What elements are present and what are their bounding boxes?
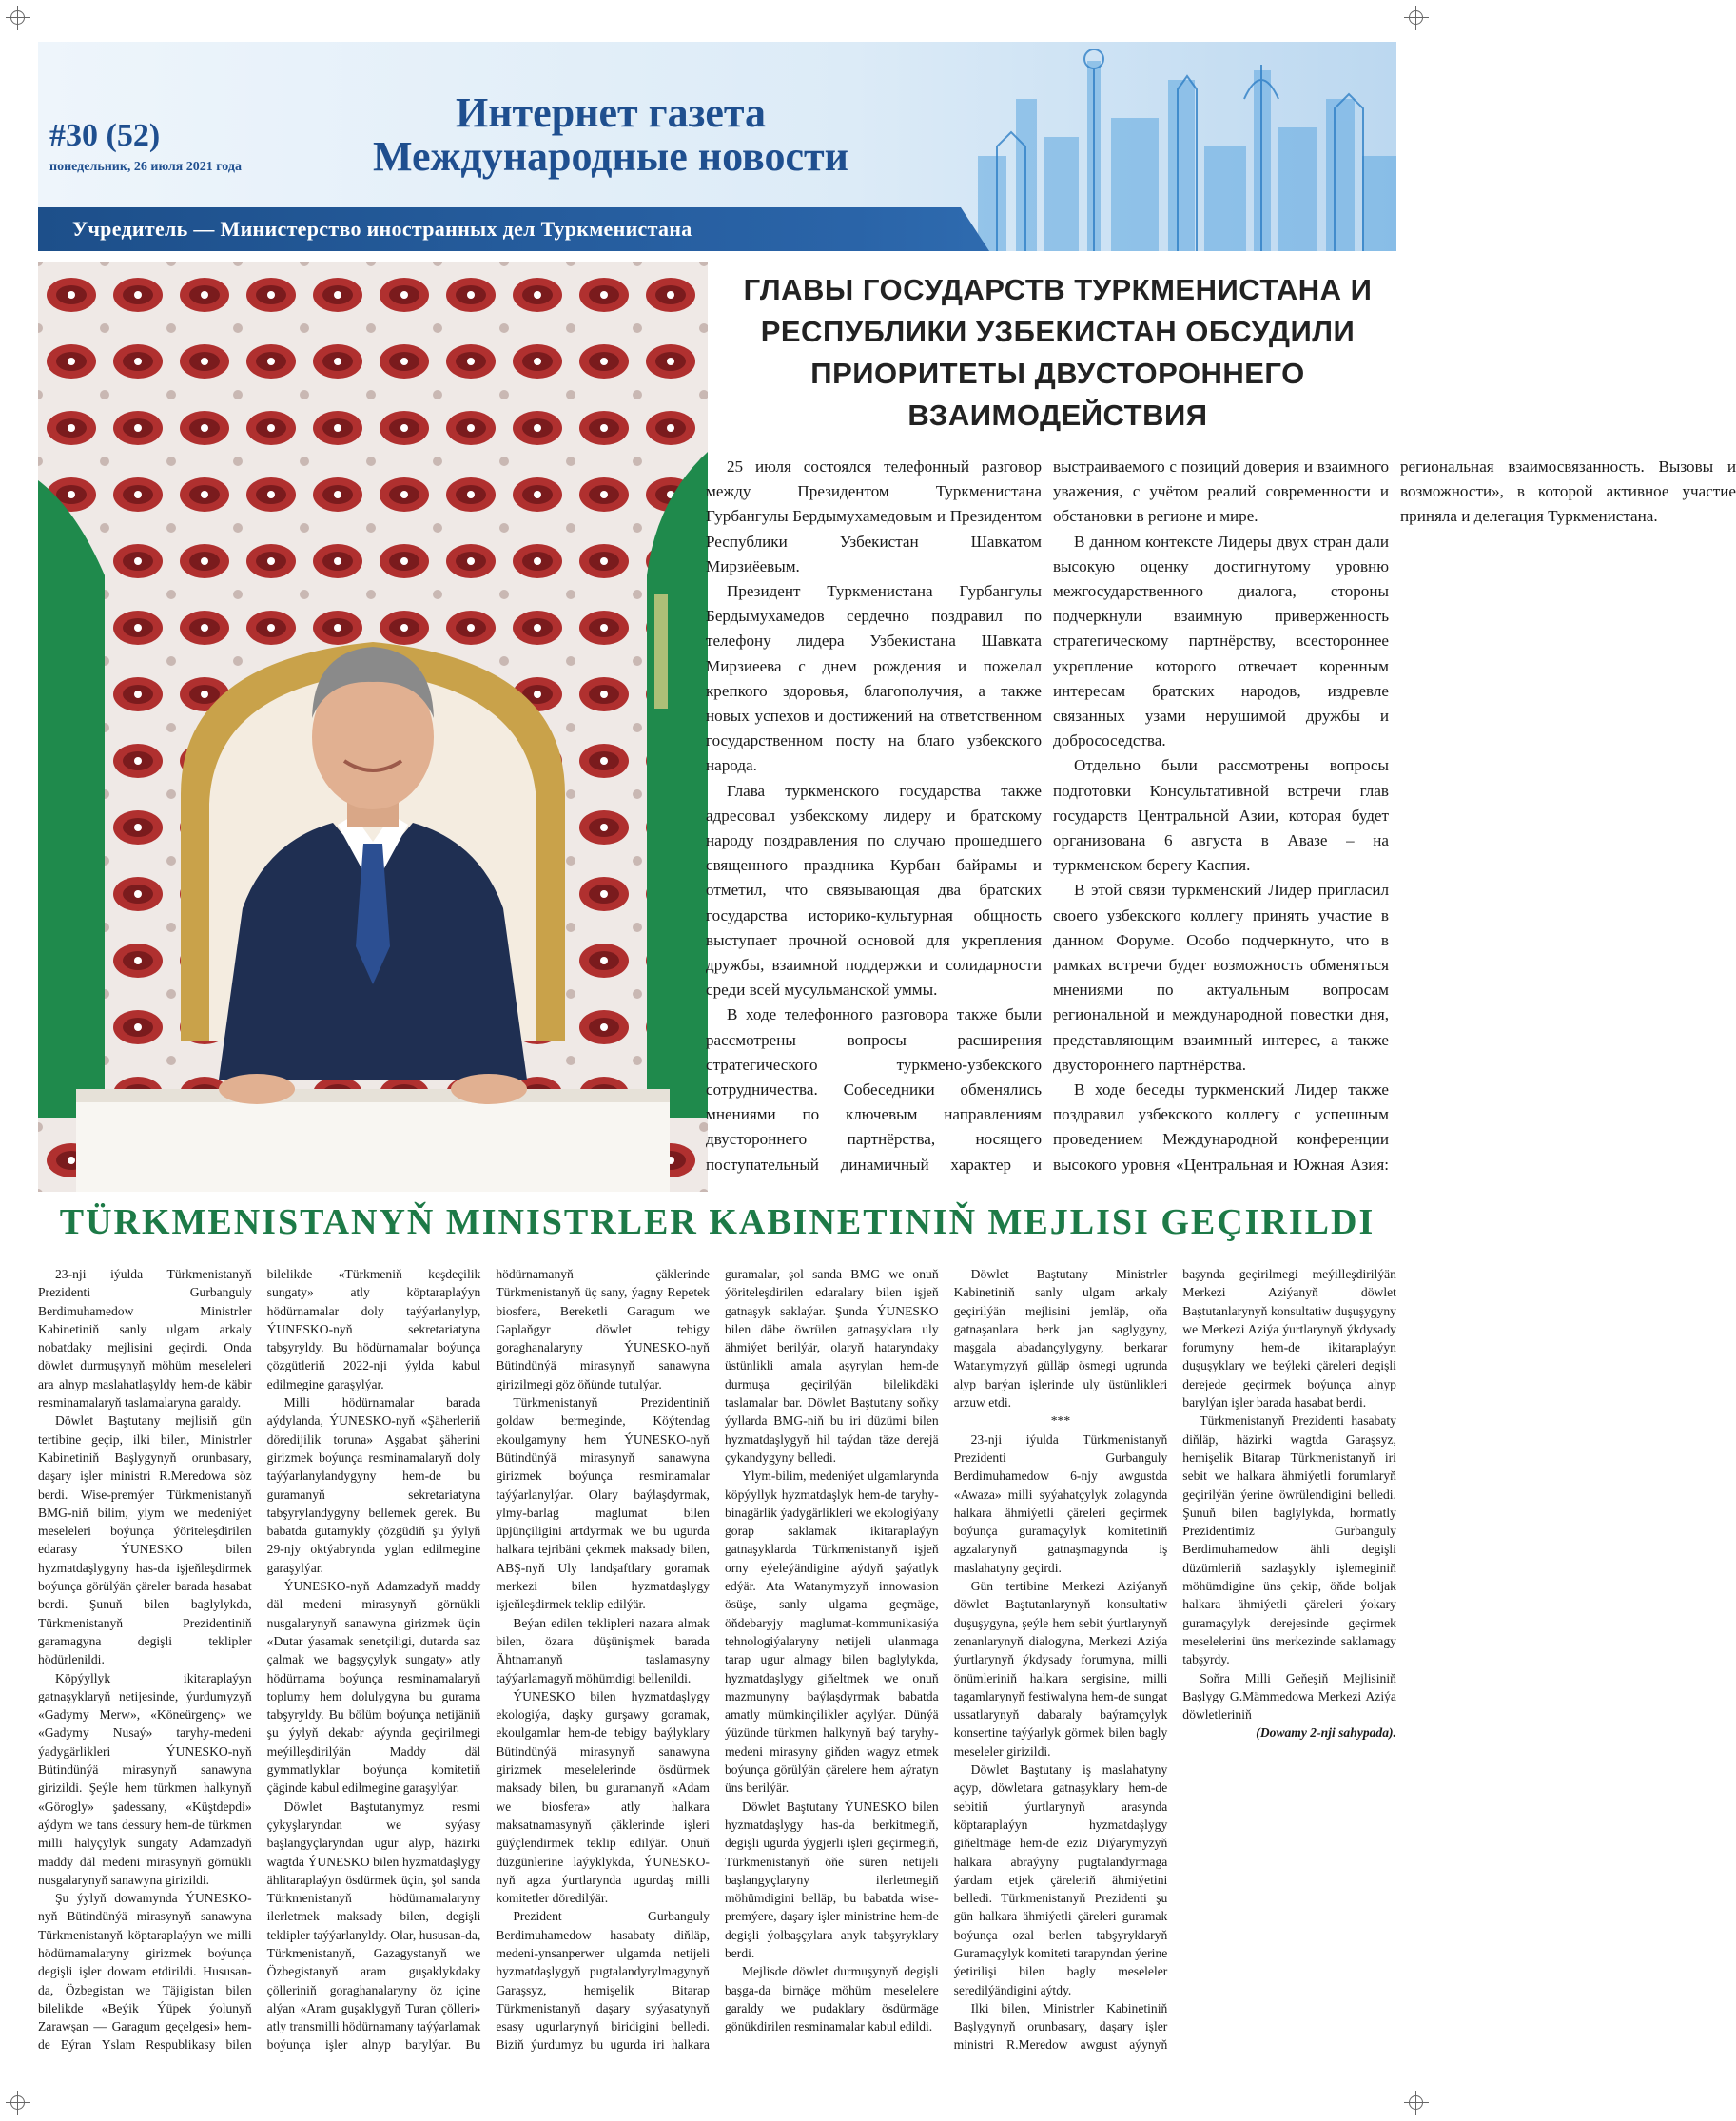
article-paragraph: Ilki bilen, Ministrler Kabinetiniň Başlygynyň orunbasary, daşary işler ministri R.Meredow awgust aýynyň başynda geçirilmegi meýilleşdirilýän Merkezi Aziýanyň döwlet Baştutanlarynyň konsultatiw duşuşygyny we Merkezi Aziýa ýurtlarynyň ýkdysady forumyny hem-de ikitaraplaýyn duşuşyklary we beýleki çäreleri degişli derejede geçirmek boýunça alnyp barylýan işler barada hasabat berdi.	[953, 1267, 1396, 2053]
article-heading-tk: TÜRKMENISTANYŇ MINISTRLER KABINETINIŇ MEJLISI GEÇIRILDI	[59, 1202, 1375, 1242]
city-skyline-illustration	[959, 42, 1396, 251]
article-paragraph: Döwlet Baştutany mejlisiň gün tertibine geçip, ilki bilen, Ministrler Kabinetiniň Başlygynyň orunbasary, daşary işler ministri R.Meredowa söz berdi. Wise-premýer Türkmenistanyň BMG-niň bilim, ylym we medeniýet meseleleri boýunça ýöriteleşdirilen edarasy ÝUNESKO bilen hyzmatdaşlygyny has-da işjeňleşdirmek boýunça görülýän çäreler barada hasabat berdi. Şunuň bilen baglylykda, Türkmenistanyň Prezidentiniň garamagyna degişli teklipler hödürlenildi.	[38, 1413, 252, 1667]
issue-date: понедельник, 26 июля 2021 года	[49, 160, 242, 174]
article-paragraph: Türkmenistanyň Prezidentiniň goldaw bermeginde, Köýtendag ekoulgamyny hem ÝUNESKO-nyň Bütindünýä mirasynyň sanawyna girizmek boýunça resminamalar taýýarlanylýar. Olary baýlaşdyrmak, ylmy-barlag maglumat bilen üpjünçiligini artdyrmak we bu ugurda halkara tejribäni çekmek maksady bilen, ABŞ-nyň Uly landşaftlary goramak merkezi bilen hyzmatdaşlygy işjeňleşdirmek teklip edilýär.	[496, 1395, 710, 1612]
article-paragraph: Soňra Milli Geňeşiň Mejlisiniň Başlygy G.Mämmedowa Merkezi Aziýa döwletleriniň	[1182, 1670, 1396, 1722]
crop-mark-bottom-left	[6, 2091, 30, 2115]
crop-mark-bottom-right	[1404, 2091, 1429, 2115]
article-paragraph: В ходе телефонного разговора также были рассмотрены вопросы расширения стратегического туркмено-узбекского сотрудничества. Собеседники обменялись мнениями по ключевым направлениям двустороннего партнёрства, носящего поступательный динамичный характер и выстраиваемого с позиций доверия и взаимного уважения, с учётом реалий современности и обстановки в регионе и мире.	[706, 457, 1389, 1174]
issue-number: #30 (52)	[49, 118, 161, 153]
article-paragraph: Köpýyllyk ikitaraplaýyn gatnaşyklaryň netijesinde, ýurdumyzyň «Gadymy Merw», «Köneürgenç» we «Gadymy Nusaý» taryhy-medeni ýadygärlikleri ÝUNESKO-nyň Bütindünýä mirasynyň sanawyna girizildi. Şeýle hem türkmen halkynyň «Görogly» şadessany, «Küştdepdi» aýdym we tans dessury hem-de türkmen milli halyçylyk sungaty Adamzadyň maddy däl medeni mirasynyň görnükli nusgalarynyň sanawyna girizildi.	[38, 1670, 252, 1887]
article-paragraph: 23-nji iýulda Türkmenistanyň Prezidenti Gurbanguly Berdimuhamedow Ministrler Kabinetiniň sanly ulgam arkaly nobatdaky mejlisini geçirdi. Onda döwlet durmuşynyň möhüm meseleleri ara alnyp maslahatlaşyldy hem-de käbir resminamalaryň taslamalaryna garaldy.	[38, 1267, 252, 1411]
paper-title	[344, 91, 877, 179]
article-paragraph: 23-nji iýulda Türkmenistanyň Prezidenti Gurbanguly Berdimuhamedow 6-njy awgustda «Awaza» milli syýahatçylyk zolagynda halkara ähmiýetli çäreleri geçirmek boýunça guramaçylyk komitetiniň agzalarynyň gatnaşmagynda iş maslahatyny geçirdi.	[953, 1431, 1168, 1575]
article-paragraph: Döwlet Baştutany ÝUNESKO bilen hyzmatdaşlygy has-da berkitmegiň, degişli ugurda ýygjerli işleri geçirmegiň, Türkmenistanyň öňe süren netijeli başlangyçlaryny ilerletmegiň möhümdigini belläp, bu babatda wise-premýere, daşary işler ministrine hem-de degişli ýolbaşçylara anyk tabşyryklary berdi.	[724, 1799, 939, 1960]
article-paragraph: В данном контексте Лидеры двух стран дали высокую оценку достигнутому уровню межгосударственного диалога, стороны подчеркнули взаимную приверженность стратегическому партнёрству, всестороннее укрепление которого отвечает коренным интересам братских народов, издревле связанных узами нерушимой дружбы и добрососедства.	[1053, 532, 1389, 750]
article-paragraph: ÝUNESKO-nyň Adamzadyň maddy däl medeni mirasynyň görnükli nusgalarynyň sanawyna girizmek üçin «Dutar ýasamak senetçiligi, dutarda saz çalmak we bagşyçylyk sungaty» atly hödürnama boýunça resminamalaryň toplumy hem dolulygyna bu gurama tabşyryldy. Bu bölüm boýunça netijäniň şu ýylyň dekabr aýynda geçirilmegi meýilleşdirilýän Maddy däl gymmatlyklar boýunça komitetiň çäginde kabul edilmegine garaşylýar.	[266, 1579, 481, 1796]
article-paragraph: Mejlisde döwlet durmuşynyň degişli başga-da birnäçe möhüm meselelere garaldy we pudaklary ösdürmäge gönükdirilen resminamalar kabul edildi.	[724, 1964, 939, 2034]
article-paragraph: Beýan edilen teklipleri nazara almak bilen, özara düşünişmek barada Ähtnamanyň taslamasyny taýýarlamagyň möhümdigi bellenildi.	[496, 1615, 710, 1685]
continued-on-page-2: (Dowamy 2-nji sahypada).	[1256, 1725, 1396, 1741]
article-paragraph: 25 июля состоялся телефонный разговор между Президентом Туркменистана Гурбангулы Бердымухамедовым и Президентом Республики Узбекистан Шавкатом Мирзиёевым.	[706, 457, 1042, 575]
article-paragraph: Türkmenistanyň Prezidenti hasabaty diňläp, häzirki wagtda Garaşsyz, hemişelik Bitarap Türkmenistanyň iri sebit we halkara ähmiýetli forumlaryň geçirilýän ýerine öwrülendigini belledi. Şunuň bilen baglylykda, hormatly Prezidentimiz Gurbanguly Berdimuhamedow ähli degişli düzümleriň sazlaşykly işlemeginiň möhümdigine üns çekip, öňde boljak halkara ähmiýetli çäreleri ýokary guramaçylyk derejesinde geçirmek meselelerini üns merkezinde saklamagy tabşyrdy.	[1182, 1413, 1396, 1667]
article-paragraph: Prezident Gurbanguly Berdimuhamedow hasabaty diňläp, medeni-ynsanperwer ulgamda netijeli hyzmatdaşlygyň pugtalandyrylmagynyň Garaşsyz, hemişelik Bitarap Türkmenistanyň daşary syýasatynyň esasy ugurlarynyň biridigini belledi. Biziň ýurdumyz bu ugurda iri halkara guramalar, şol sanda BMG we onuň ýöriteleşdirilen edaralary bilen işjeň gatnaşyk saklaýar. Şunda ÝUNESKO bilen däbe öwrülen gatnaşyklara uly ähmiýet berilýär, olaryň hataryndaky üstünlikli amala aşyrylan hem-de durmuşa geçirilýän bilelikdäki taslamalar bar. Döwlet Baştutany soňky ýyllarda BMG-niň bu iri düzümi bilen hyzmatdaşlygyň hil taýdan täze derejä çykandygyny belledi.	[496, 1267, 939, 2053]
article-paragraph: Şu ýylyň dowamynda ÝUNESKO-nyň Bütindünýä mirasynyň sanawyna Türkmenistanyň köptaraplaýyn we milli hödürnamalaryny girizmek boýunça degişli işler dowam etdirildi. Hususan-da, Özbegistan we Täjigistan bilen bilelikde «Beýik Ýüpek ýolunyň Zarawşan — Garagum geçelgesi» hem-de Eýran Yslam Respublikasy bilen bilelikde «Türkmeniň keşdeçilik sungaty» atly köptaraplaýyn hödürnamalar doly taýýarlanylyp, ÝUNESKO-nyň sekretariatyna tabşyryldy. Bu hödürnamalar boýunça çözgütleriň 2022-nji ýylda kabul edilmegine garaşylýar.	[38, 1267, 481, 2053]
article-paragraph: Gün tertibine Merkezi Aziýanyň döwlet Baştutanlarynyň konsultatiw duşuşygyna, şeýle hem sebit ýurtlarynyň zenanlarynyň dialogyna, Merkezi Aziýa ýurtlarynyň ýkdysady forumyna, milli önümleriniň halkara sergisine, milli tagamlarynyň festiwalyna hem-de sungat ussatlarynyň dabaraly baýramçylyk konsertine taýýarlyk görmek bilen bagly meseleler girizildi.	[953, 1579, 1168, 1759]
photo-illustration	[38, 262, 708, 1192]
article-paragraph: Ylym-bilim, medeniýet ulgamlarynda köpýyllyk hyzmatdaşlyk hem-de taryhy-binagärlik ýadygärlikleri we ekologiýany gorap saklamak ikitaraplaýyn gatnaşyklarda Türkmenistanyň işjeň orny eýeleýändigine aýdyň şaýatlyk edýär. Ata Watanymyzyň innowasion ösüşe, sanly ulgama geçmäge, öňdebaryjy maglumat-kommunikasiýa tehnologiýalaryny netijeli ulanmaga tarap ugur almagy bilen baglylykda, hyzmatdaşlygy giňeltmek we onuň mazmunyny baýlaşdyrmak babatda amatly mümkinçilikler açylýar. Dünýä ýüzünde türkmen halkynyň baý taryhy-medeni mirasyny giňden wagyz etmek boýunça görülýän çärelere hem aýratyn üns berilýär.	[724, 1469, 939, 1796]
masthead	[38, 42, 1396, 251]
article-paragraph: Президент Туркменистана Гурбангулы Бердымухамедов сердечно поздравил по телефону лидера Узбекистана Шавката Мирзиеева с днем рождения и пожелал крепкого здоровья, благополучия, а также новых успехов и достижений на ответственном государственном посту на благо узбекского народа.	[706, 582, 1042, 775]
article-paragraph: Глава туркменского государства также адресовал узбекскому лидеру и братскому народу поздравления по случаю прошедшего священного праздника Курбан байрамы и отметил, что связывающая два братских государства историко-культурная общность выступает прочной основой для укрепления дружбы, взаимной поддержки и солидарности среди всей мусульманской уммы.	[706, 781, 1042, 1000]
paper-title-line-2: Международные новости	[373, 133, 848, 181]
article-paragraph: Отдельно были рассмотрены вопросы подготовки Консультативной встречи глав государств Центральной Азии, которая будет организована 6 августа в Авазе – на туркменском берегу Каспия.	[1053, 756, 1389, 875]
founder-line: Учредитель — Министерство иностранных дел Туркменистана	[72, 217, 692, 241]
article-paragraph: Milli hödürnamalar barada aýdylanda, ÝUNESKO-nyň «Şäherleriň döredijilik toruna» Aşgabat şäherini girizmek boýunça resminamalaryň doly taýýarlanylandygyny hem-de bu guramanyň sekretariatyna tabşyrylandygyny bellemek gerek. Bu babatda gutarnykly çözgüdiň şu ýylyň 29-njy oktýabrynda yglan edilmegine garaşylýar.	[266, 1395, 481, 1575]
article-paragraph: В этой связи туркменский Лидер пригласил своего узбекского коллегу принять участие в данном Форуме. Особо подчеркнуто, что в рамках встречи будет возможность обменяться мнениями по актуальным вопросам региональной и международной повестки дня, представляющим взаимный интерес, а также двустороннего партнёрства.	[1053, 881, 1389, 1074]
article-paragraph: Döwlet Baştutany Ministrler Kabinetiniň sanly ulgam arkaly geçirilýän mejlisini jemläp, oňa gatnaşanlara berk jan saglygyny, maşgala abadançylygyny, berkarar Watanymyzyň gülläp ösmegi ugrunda alyp barýan işlerinde uly üstünlikleri arzuw etdi.	[953, 1267, 1168, 1411]
crop-mark-top-right	[1404, 6, 1429, 30]
section-separator: ***	[1050, 1413, 1071, 1429]
paper-title-line-1: Интернет газета	[455, 89, 767, 136]
article-body-tk	[38, 1265, 1396, 2054]
article-body-ru	[706, 455, 1736, 1192]
article-paragraph: ÝUNESKO bilen hyzmatdaşlygy ekologiýa, daşky gurşawy goramak, ekoulgamlar hem-de tebigy baýlyklary Bütindünýä mirasynyň sanawyna girizmek meselelerinde ösdürmek maksady bilen, bu guramanyň «Adam we biosfera» atly halkara maksatnamasynyň çäklerinde işleri güýçlendirmek teklip edilýär. Onuň düzgünlerine laýyklykda, ÝUNESKO-nyň agza ýurtlarynda ugurdaş milli komitetler döredilýär.	[496, 1688, 710, 1906]
article-paragraph: Döwlet Baştutanymyz resmi çykyşlaryndan we syýasy başlangyçlaryndan ugur alyp, häzirki wagtda ÝUNESKO bilen hyzmatdaşlygy ählitaraplaýyn ösdürmek üçin, şol sanda Türkmenistanyň hödürnamalaryny ilerletmek maksady bilen, degişli teklipler taýýarlanyldy. Olar, hususan-da, Türkmenistanyň, Gazagystanyň we Özbegistanyň aram guşaklykdaky çölleriniň goraghanalaryny öz içine alýan «Aram guşaklygyň Turan çölleri» atly transmilli hödürnamany taýýarlamak boýunça işler alnyp barylýar. Bu hödürnamanyň çäklerinde Türkmenistanyň üç sany, ýagny Repetek biosfera, Bereketli Garagum we Gaplaňgyr döwlet tebigy goraghanalaryny ÝUNESKO-nyň Bütindünýä mirasynyň sanawyna girizilmegi göz öňünde tutulýar.	[266, 1267, 710, 2053]
article-paragraph: Döwlet Baştutany iş maslahatyny açyp, döwletara gatnaşyklary hem-de sebitiň ýurtlarynyň arasynda köptaraplaýyn hyzmatdaşlygy giňeltmäge hem-de eziz Diýarymyzyň halkara abraýyny pugtalandyrmaga ýardam etjek çäreleriň ähmiýetini belledi. Türkmenistanyň Prezidenti şu gün halkara ähmiýetli çäreleri guramak boýunça ozal berlen tabşyryklaryň Guramaçylyk komiteti tarapyndan ýerine ýetirilişi bilen bagly meseleler seredilýändigini aýtdy.	[953, 1762, 1168, 1997]
president-photo	[38, 262, 708, 1192]
article-headline: ГЛАВЫ ГОСУДАРСТВ ТУРКМЕНИСТАНА И РЕСПУБЛИКИ УЗБЕКИСТАН ОБСУДИЛИ ПРИОРИТЕТЫ ДВУСТОРОННЕГО ВЗАИМОДЕЙСТВИЯ	[743, 273, 1373, 432]
crop-mark-top-left	[6, 6, 30, 30]
article-paragraph: В ходе беседы туркменский Лидер также поздравил узбекского коллегу с успешным проведением Международной конференции высокого уровня «Центральная и Южная Азия: региональная взаимосвязанность. Вызовы и возможности», в которой активное участие приняла и делегация Туркменистана.	[1053, 457, 1736, 1174]
